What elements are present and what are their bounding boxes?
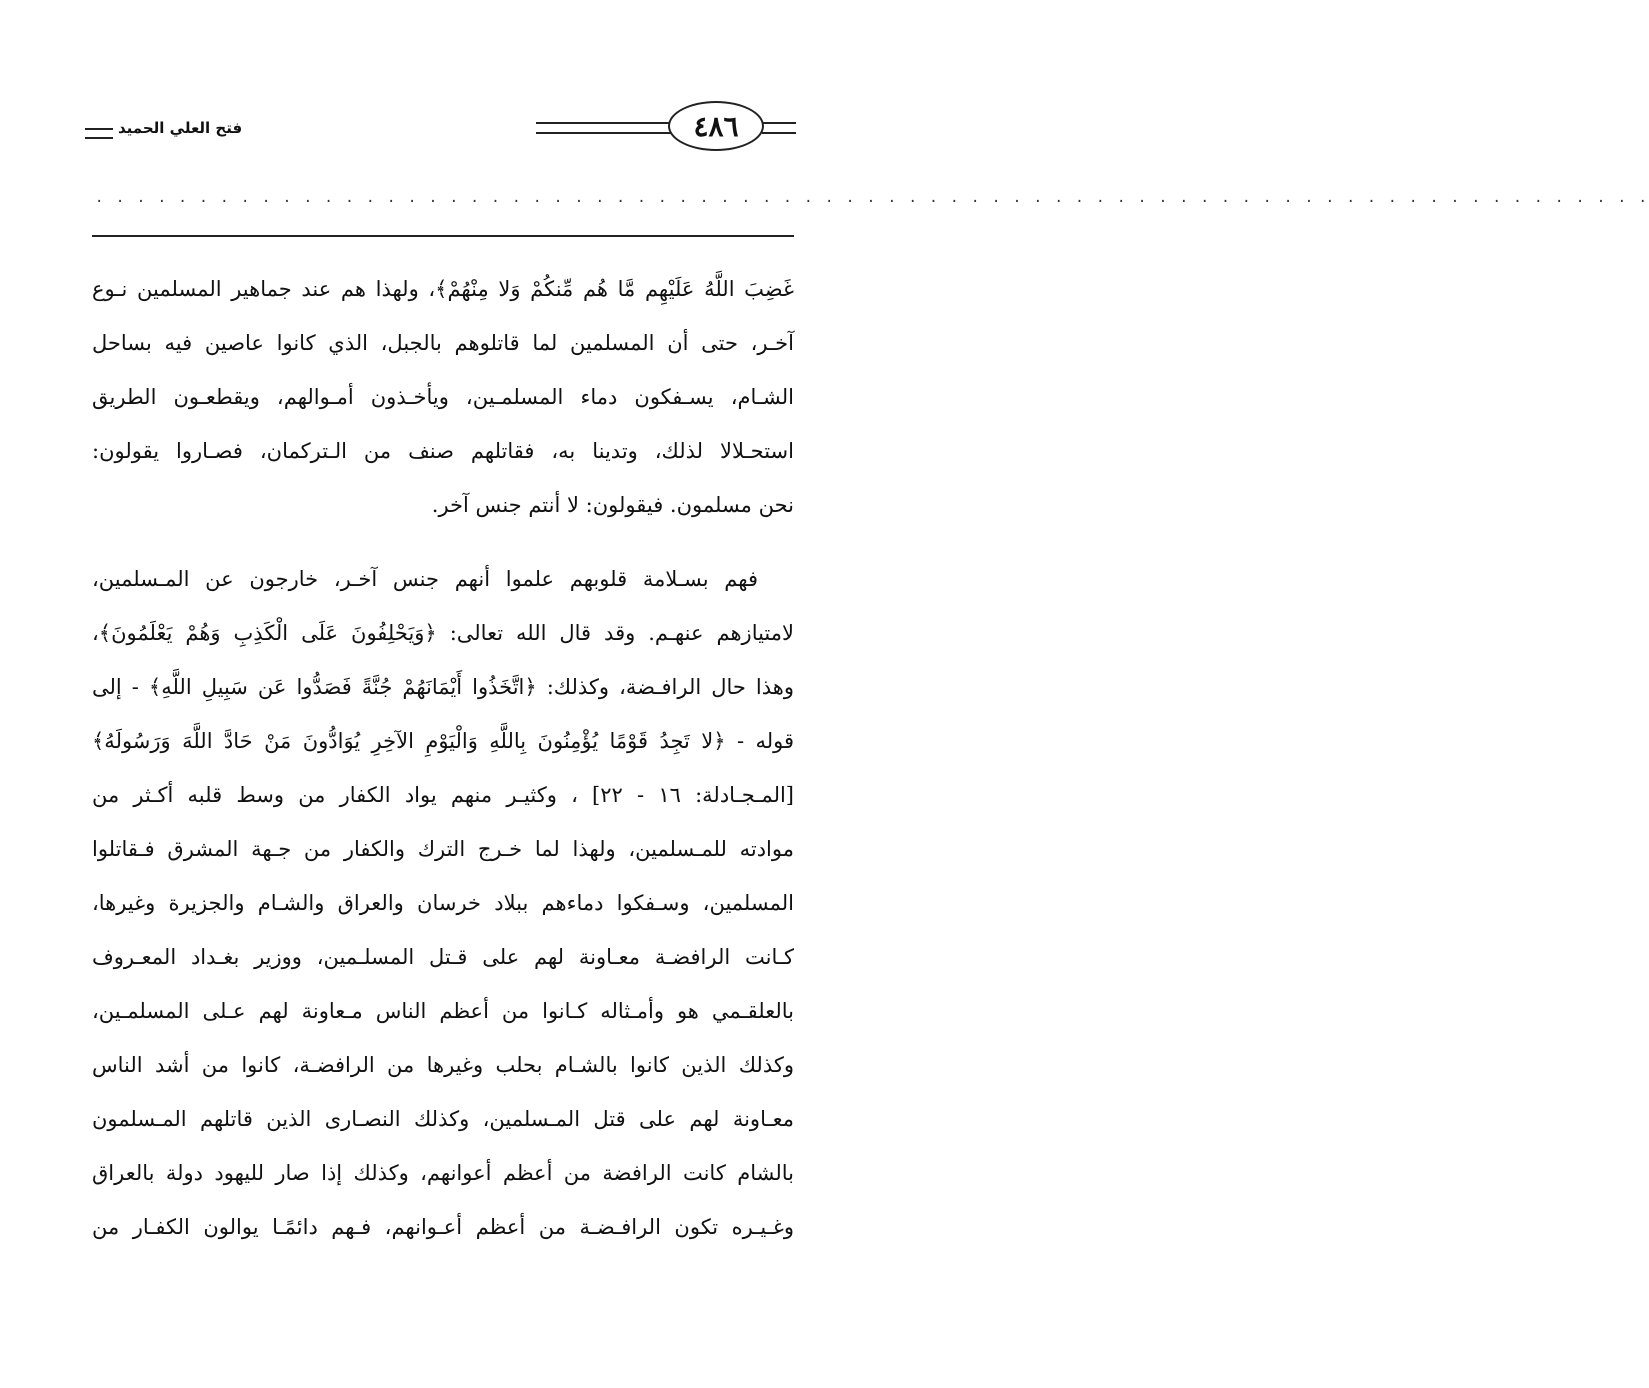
text-line: بالشام كانت الرافضة من أعظم أعوانهم، وكذلك إذا صار لليهود دولة بالعراق xyxy=(92,1161,794,1185)
text-line: الشـام، يسـفكون دماء المسلمـين، ويأخـذون أمـوالهم، ويقطعـون الطريق xyxy=(92,385,794,409)
text-line: [المـجـادلة: ١٦ - ٢٢] ، وكثيـر منهم يواد الكفار من وسط قلبه أكـثر من xyxy=(92,783,794,807)
text-line: فهم بسـلامة قلوبهم علموا أنهم جنس آخـر، خارجون عن المـسلمين، xyxy=(92,567,758,591)
text-line: لامتيازهم عنهـم. وقد قال الله تعالى: ﴿وَيَحْلِفُونَ عَلَى الْكَذِبِ وَهُمْ يَعْلَمُونَ﴾، xyxy=(92,621,794,645)
text-line: موادته للمـسلمين، ولهذا لما خـرج الترك والكفار من جـهة المشرق فـقاتلوا xyxy=(92,837,794,861)
text-line: نحن مسلمون. فيقولون: لا أنتم جنس آخر. xyxy=(431,493,794,517)
title-rule xyxy=(85,128,113,139)
text-line: معـاونة لهم على قتل المـسلمين، وكذلك النصـارى الذين قاتلهم المـسلمون xyxy=(92,1107,794,1131)
header-rule-left xyxy=(536,122,674,134)
text-line: وهذا حال الرافـضة، وكذلك: ﴿اتَّخَذُوا أَيْمَانَهُمْ جُنَّةً فَصَدُّوا عَن سَبِيلِ اللَّهِ﴾ - إلى xyxy=(92,675,794,699)
text-line: المسلمين، وسـفكوا دماءهم ببلاد خرسان والعراق والشـام والجزيرة وغيرها، xyxy=(92,891,794,915)
text-line: وكذلك الذين كانوا بالشـام بحلب وغيرها من الرافضـة، كانوا من أشد الناس xyxy=(92,1053,794,1077)
page-number: ٤٨٦ xyxy=(668,101,764,151)
text-line: وغـيـره تكون الرافـضـة من أعظم أعـوانهم، فـهم دائمًـا يوالون الكفـار من xyxy=(92,1215,794,1239)
page-body xyxy=(92,262,794,1254)
page-header xyxy=(0,95,879,165)
text-line: غَضِبَ اللَّهُ عَلَيْهِم مَّا هُم مِّنكُمْ وَلا مِنْهُمْ﴾، ولهذا هم عند جماهير المسلمين نـوع xyxy=(92,277,794,301)
header-rule-right xyxy=(762,122,796,134)
text-line: آخـر، حتى أن المسلمين لما قاتلوهم بالجبل، الذي كانوا عاصين فيه بساحل xyxy=(92,331,794,355)
text-line: قوله - ﴿لا تَجِدُ قَوْمًا يُؤْمِنُونَ بِاللَّهِ وَالْيَوْمِ الآخِرِ يُوَادُّونَ مَنْ حَادَّ اللَّهَ وَرَسُولَهُ﴾ xyxy=(92,729,794,753)
book-title: فتح العلي الحميد xyxy=(118,119,243,137)
paragraph xyxy=(92,552,794,1254)
dotted-separator: . . . . . . . . . . . . . . . . . . . . . . . . . . . . . . . . . . . . . . . . . . . . . . . . . . . . . . . . . . . . . . . . . . . . . . . . . . . xyxy=(95,190,1649,206)
paragraph xyxy=(92,262,794,532)
content-top-rule xyxy=(92,235,794,237)
text-line: استحـلالا لذلك، وتدينا به، فقاتلهم صنف من الـتركمان، فصـاروا يقولون: xyxy=(92,439,794,463)
text-line: بالعلقـمي هو وأمـثاله كـانوا من أعظم الناس مـعاونة لهم عـلى المسلمـين، xyxy=(92,999,794,1023)
text-line: كـانت الرافضـة معـاونة لهم على قـتل المسلـمين، ووزير بغـداد المعـروف xyxy=(92,945,794,969)
